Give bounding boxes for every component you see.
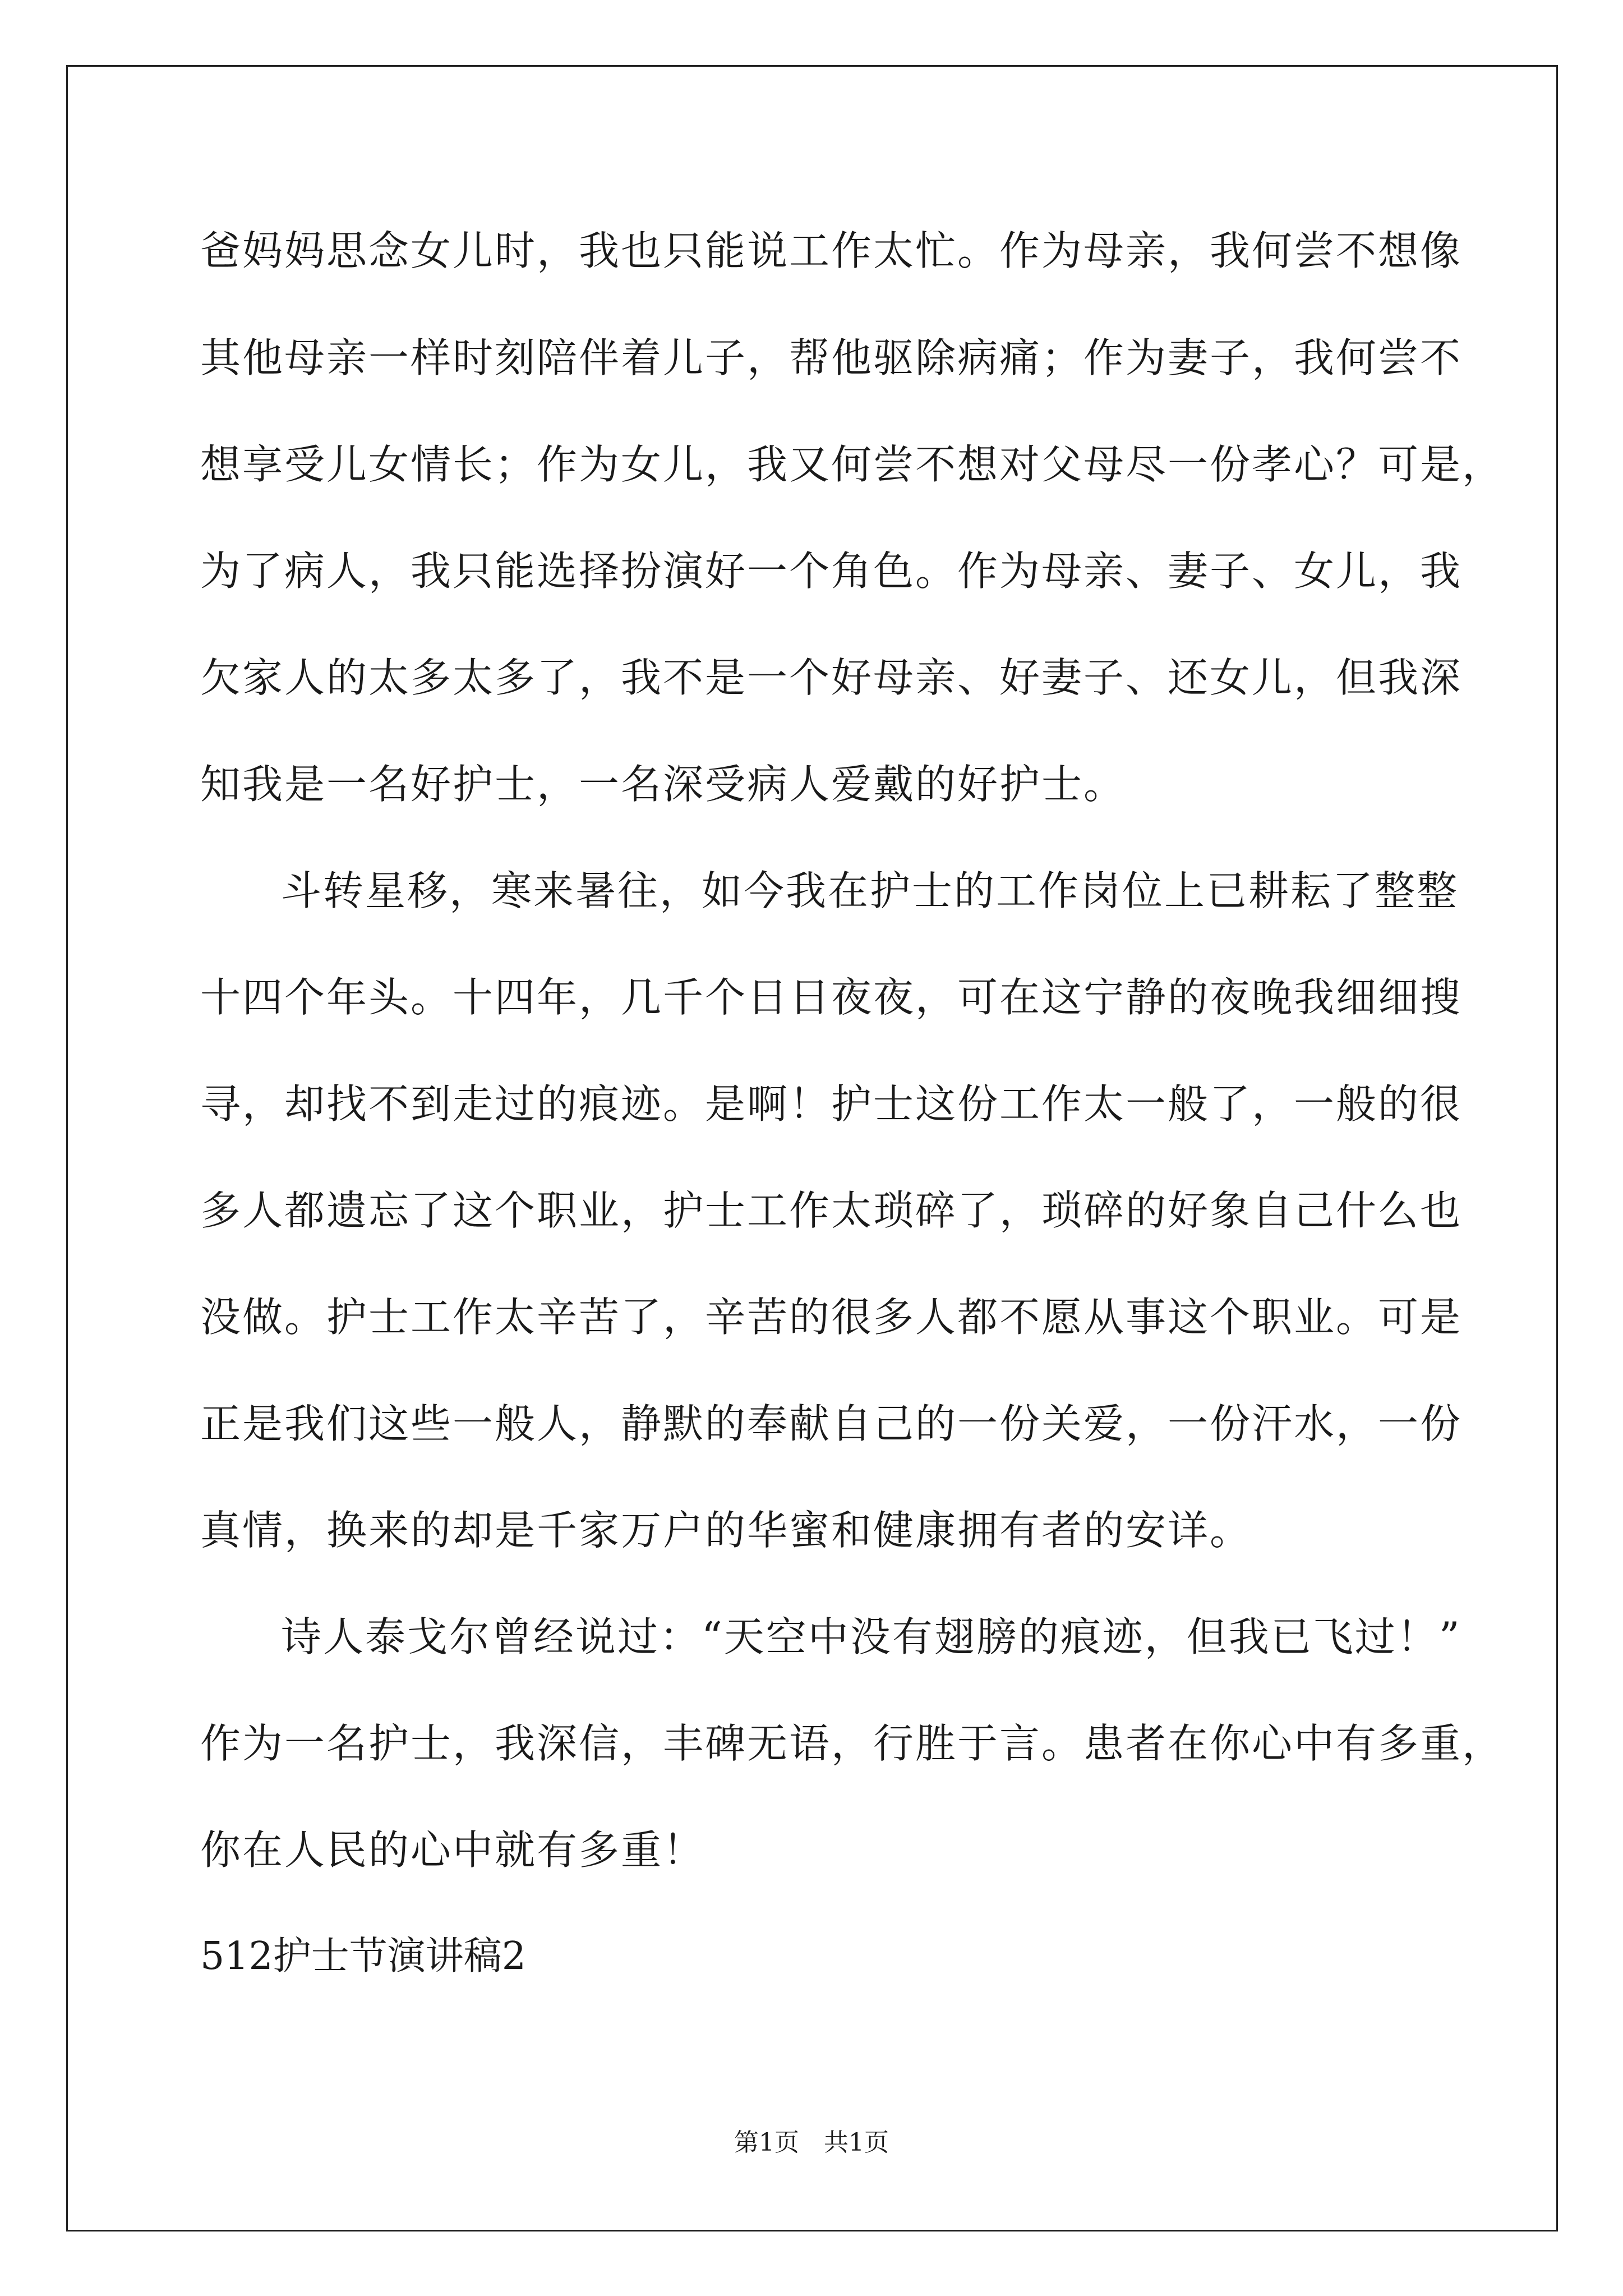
paragraph-2-line-7: 真情，换来的却是千家万户的华蜜和健康拥有者的安详。 xyxy=(200,1507,1252,1554)
paragraph-2-line-2: 十四个年头。十四年，几千个日日夜夜，可在这宁静的夜晚我细细搜 xyxy=(200,974,1463,1021)
paragraph-1-line-5: 欠家人的太多太多了，我不是一个好母亲、好妻子、还女儿，但我深 xyxy=(200,654,1463,701)
paragraph-1-line-3: 想享受儿女情长；作为女儿，我又何尝不想对父母尽一份孝心？可是， xyxy=(200,441,1505,488)
paragraph-2-line-5: 没做。护士工作太辛苦了，辛苦的很多人都不愿从事这个职业。可是 xyxy=(200,1294,1463,1341)
paragraph-3-line-1: 诗人泰戈尔曾经说过：“天空中没有翅膀的痕迹，但我已飞过！” xyxy=(281,1613,1461,1660)
paragraph-2-line-3: 寻，却找不到走过的痕迹。是啊！护士这份工作太一般了，一般的很 xyxy=(200,1080,1463,1128)
paragraph-1-line-6: 知我是一名好护士，一名深受病人爱戴的好护士。 xyxy=(200,761,1126,808)
page-border xyxy=(66,65,1558,2231)
paragraph-1-line-1: 爸妈妈思念女儿时，我也只能说工作太忙。作为母亲，我何尝不想像 xyxy=(200,227,1463,274)
paragraph-2-line-4: 多人都遗忘了这个职业，护士工作太琐碎了，琐碎的好象自己什么也 xyxy=(200,1187,1463,1234)
paragraph-1-line-4: 为了病人，我只能选择扮演好一个角色。作为母亲、妻子、女儿，我 xyxy=(200,547,1463,595)
page-number-footer: 第1页 共1页 xyxy=(734,2128,889,2157)
paragraph-2-line-6: 正是我们这些一般人，静默的奉献自己的一份关爱，一份汗水，一份 xyxy=(200,1400,1463,1447)
paragraph-3-line-2: 作为一名护士，我深信，丰碑无语，行胜于言。患者在你心中有多重， xyxy=(200,1720,1505,1767)
section-heading: 512护士节演讲稿2 xyxy=(200,1934,527,1978)
paragraph-2-line-1: 斗转星移，寒来暑往，如今我在护士的工作岗位上已耕耘了整整 xyxy=(281,867,1459,914)
paragraph-1-line-2: 其他母亲一样时刻陪伴着儿子，帮他驱除病痛；作为妻子，我何尝不 xyxy=(200,334,1463,381)
paragraph-3-line-3: 你在人民的心中就有多重！ xyxy=(200,1826,706,1874)
